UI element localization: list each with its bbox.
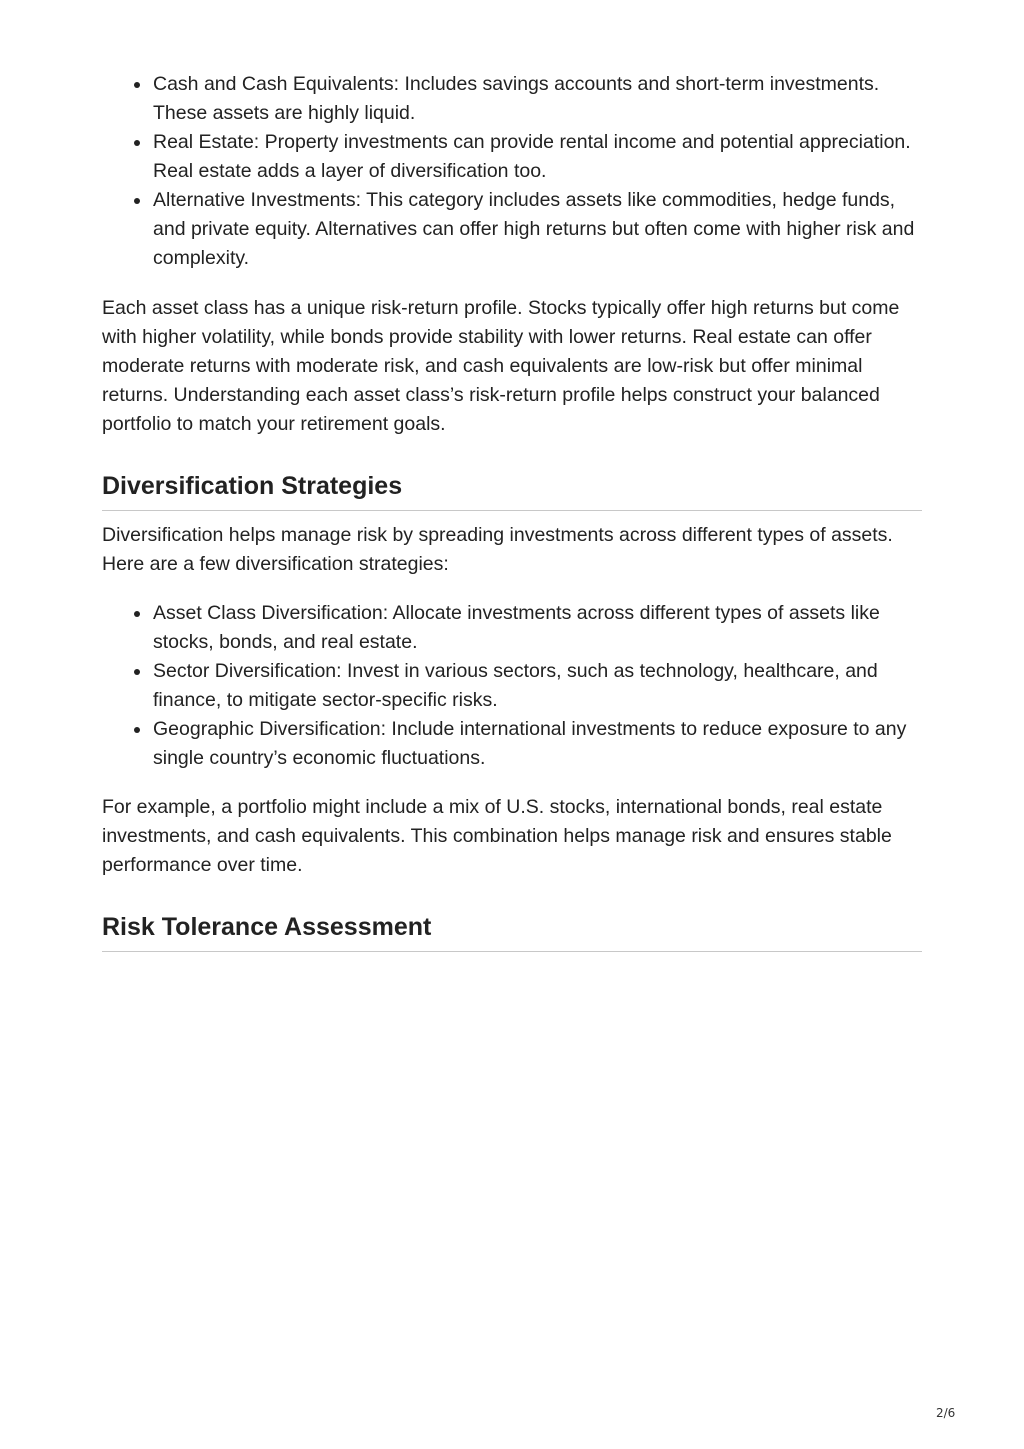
asset-class-list (102, 70, 922, 273)
list-item: Sector Diversification: Invest in various sectors, such as technology, healthcare, and finance, to mitigate sector-specific risks. (102, 657, 922, 715)
risk-tolerance-heading: Risk Tolerance Assessment (102, 911, 922, 952)
document-page (102, 70, 922, 952)
bullet-icon (134, 669, 140, 675)
diversification-list (102, 599, 922, 773)
diversification-intro: Diversification helps manage risk by spreading investments across different types of assets. Here are a few diversification strategies: (102, 524, 893, 575)
risk-return-paragraph: Each asset class has a unique risk-return profile. Stocks typically offer high returns but come with higher volatility, while bonds provide stability with lower returns. Real estate can offer moderate returns with moderate risk, and cash equivalents are low-risk but offer minimal returns. Understanding each asset class’s risk-return profile helps construct your balanced portfolio to match your retirement goals. (102, 297, 900, 435)
list-item: Cash and Cash Equivalents: Includes savings accounts and short-term investments. These assets are highly liquid. (102, 70, 922, 128)
list-item: Real Estate: Property investments can provide rental income and potential appreciation. Real estate adds a layer of diversification too. (102, 128, 922, 186)
list-item: Geographic Diversification: Include international investments to reduce exposure to any single country’s economic fluctuations. (102, 715, 922, 773)
bullet-icon (134, 727, 140, 733)
diversification-example: For example, a portfolio might include a mix of U.S. stocks, international bonds, real estate investments, and cash equivalents. This combination helps manage risk and ensures stable performance over time. (102, 796, 892, 876)
page-number: 2/6 (936, 1406, 956, 1420)
bullet-icon (134, 611, 140, 617)
list-item: Alternative Investments: This category includes assets like commodities, hedge funds, and private equity. Alternatives can offer high returns but often come with higher risk and complexity. (102, 186, 922, 273)
bullet-icon (134, 198, 140, 204)
list-item: Asset Class Diversification: Allocate investments across different types of assets like stocks, bonds, and real estate. (102, 599, 922, 657)
bullet-icon (134, 82, 140, 88)
bullet-icon (134, 140, 140, 146)
diversification-heading: Diversification Strategies (102, 470, 922, 511)
